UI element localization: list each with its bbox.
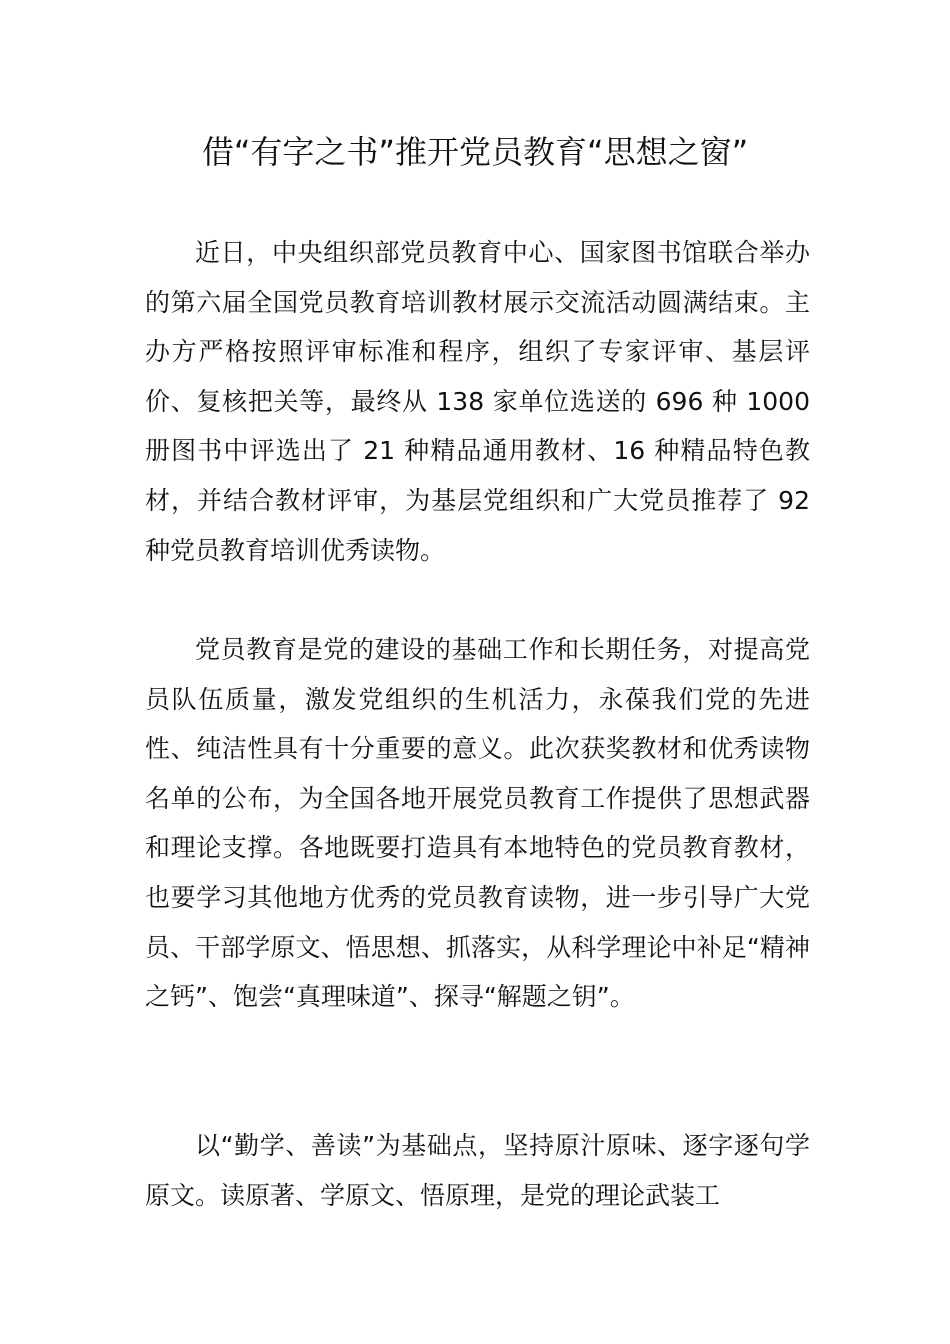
document-title: 借“有字之书”推开党员教育“思想之窗”	[201, 133, 749, 171]
paragraph-1: 近日，中央组织部党员教育中心、国家图书馆联合举办的第六届全国党员教育培训教材展示交流活动圆满结束。主办方严格按照评审标准和程序，组织了专家评审、基层评价、复核把关等，最终从 138 家单位选送的 696 种 1000 册图书中评选出了 21 种精品通用教材、16 种精品特色教材，并结合教材评审，为基层党组织和广大党员推荐了 92 种党员教育培训优秀读物。	[145, 238, 810, 565]
paragraph-2: 党员教育是党的建设的基础工作和长期任务，对提高党员队伍质量，激发党组织的生机活力，永葆我们党的先进性、纯洁性具有十分重要的意义。此次获奖教材和优秀读物名单的公布，为全国各地开展党员教育工作提供了思想武器和理论支撑。各地既要打造具有本地特色的党员教育教材，也要学习其他地方优秀的党员教育读物，进一步引导广大党员、干部学原文、悟思想、抓落实，从科学理论中补足“精神之钙”、饱尝“真理味道”、探寻“解题之钥”。	[145, 635, 810, 1012]
paragraph-3: 以“勤学、善读”为基础点，坚持原汁原味、逐字逐句学原文。读原著、学原文、悟原理，是党的理论武装工	[145, 1131, 810, 1210]
